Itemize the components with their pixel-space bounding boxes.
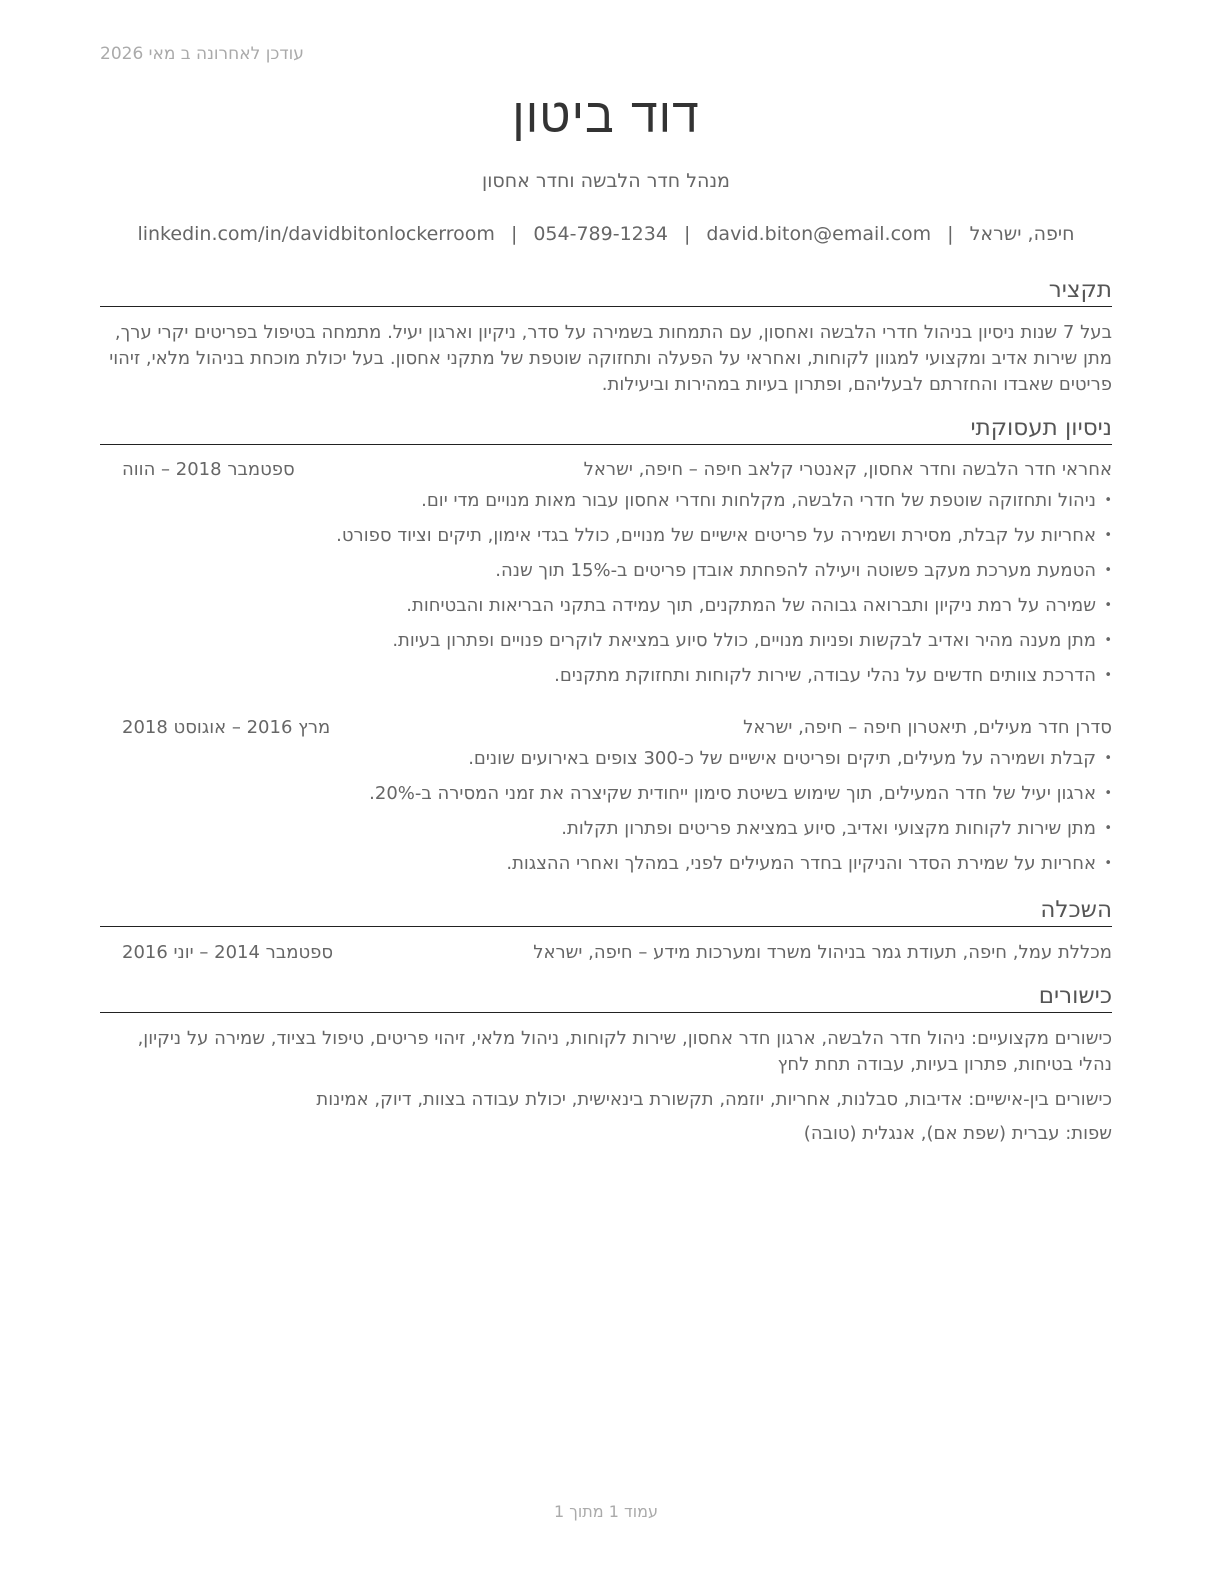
languages: שפות: עברית (שפת אם), אנגלית (טובה) — [803, 1123, 1112, 1144]
contact-separator: | — [947, 223, 954, 245]
interpersonal-skills: כישורים בין-אישיים: אדיבות, סבלנות, אחריות, יוזמה, תקשורת בינאישית, יכולת עבודה בצוות, דיוק, אמינות — [316, 1089, 1112, 1110]
contact-email: david.biton@email.com — [706, 223, 932, 245]
list-item: • ניהול ותחזוקה שוטפת של חדרי הלבשה, מקלחות וחדרי אחסון עבור מאות מנויים מדי יום. — [100, 488, 1112, 523]
contact-separator: | — [683, 223, 691, 245]
list-item: • קבלת ושמירה על מעילים, תיקים ופריטים אישיים של כ-300 צופים באירועים שונים. — [100, 746, 1112, 781]
education-institution: מכללת עמל, חיפה, תעודת גמר בניהול משרד ומערכות מידע – חיפה, ישראל — [533, 942, 1112, 963]
contact-separator: | — [510, 223, 518, 245]
list-item: • שמירה על רמת ניקיון ותברואה גבוהה של המתקנים, תוך עמידה בתקני הבריאות והבטיחות. — [100, 593, 1112, 628]
page-number: עמוד 1 מתוך 1 — [554, 1502, 658, 1521]
contact-phone: 054-789-1234 — [533, 223, 668, 245]
last-updated-note: עודכן לאחרונה ב מאי 2026 — [100, 44, 304, 64]
list-item: • הדרכת צוותים חדשים על נהלי עבודה, שירות לקוחות ותחזוקת מתקנים. — [100, 663, 1112, 698]
candidate-title: מנהל חדר הלבשה וחדר אחסון — [482, 170, 730, 192]
experience-heading: ניסיון תעסוקתי — [100, 414, 1112, 445]
candidate-name: דוד ביטון — [512, 88, 700, 144]
education-dates: ספטמבר 2014 – יוני 2016 — [122, 942, 334, 963]
list-item: • אחריות על קבלת, מסירת ושמירה על פריטים אישיים של מנויים, כולל בגדי אימון, תיקים וציוד ספורט. — [100, 523, 1112, 558]
resume-page — [100, 0, 1112, 1584]
professional-skills: כישורים מקצועיים: ניהול חדר הלבשה, ארגון חדר אחסון, שירות לקוחות, ניהול מלאי, זיהוי פריטים, טיפול בציוד, שמירה על ניקיון, נהלי בטיחות, פתרון בעיות, עבודה תחת לחץ — [137, 1028, 1112, 1075]
job-role: אחראי חדר הלבשה וחדר אחסון, קאנטרי קלאב חיפה – חיפה, ישראל — [583, 459, 1112, 480]
job-bullets — [100, 746, 1112, 886]
job-bullets — [100, 488, 1112, 698]
list-item: • ארגון יעיל של חדר המעילים, תוך שימוש בשיטת סימון ייחודית שקיצרה את זמני המסירה ב-20%. — [100, 781, 1112, 816]
summary-heading: תקציר — [100, 276, 1112, 307]
list-item: • אחריות על שמירת הסדר והניקיון בחדר המעילים לפני, במהלך ואחרי ההצגות. — [100, 851, 1112, 886]
contact-line — [100, 223, 1112, 245]
education-heading: השכלה — [100, 896, 1112, 927]
list-item: • הטמעת מערכת מעקב פשוטה ויעילה להפחתת אובדן פריטים ב-15% תוך שנה. — [100, 558, 1112, 593]
contact-linkedin: linkedin.com/in/davidbitonlockerroom — [137, 223, 495, 245]
skills-heading: כישורים — [100, 982, 1112, 1013]
job-dates: מרץ 2016 – אוגוסט 2018 — [122, 717, 331, 738]
list-item: • מתן מענה מהיר ואדיב לבקשות ופניות מנויים, כולל סיוע במציאת לוקרים פנויים ופתרון בעיות. — [100, 628, 1112, 663]
contact-location: חיפה, ישראל — [969, 223, 1075, 245]
list-item: • מתן שירות לקוחות מקצועי ואדיב, סיוע במציאת פריטים ופתרון תקלות. — [100, 816, 1112, 851]
job-dates: ספטמבר 2018 – הווה — [122, 459, 295, 480]
job-role: סדרן חדר מעילים, תיאטרון חיפה – חיפה, ישראל — [743, 717, 1112, 738]
summary-text: בעל 7 שנות ניסיון בניהול חדרי הלבשה ואחסון, עם התמחות בשמירה על סדר, ניקיון וארגון יעיל. מתמחה בטיפול בפריטים יקרי ערך, מתן שירות אדיב ומקצועי למגוון לקוחות, ואחראי על הפעלה ותחזוקה שוטפת של מתקני אחסון. בעל יכולת מוכחת בניהול מלאי, זיהוי פריטים שאבדו והחזרתם לבעליהם, ופתרון בעיות במהירות וביעילות. — [109, 322, 1112, 395]
